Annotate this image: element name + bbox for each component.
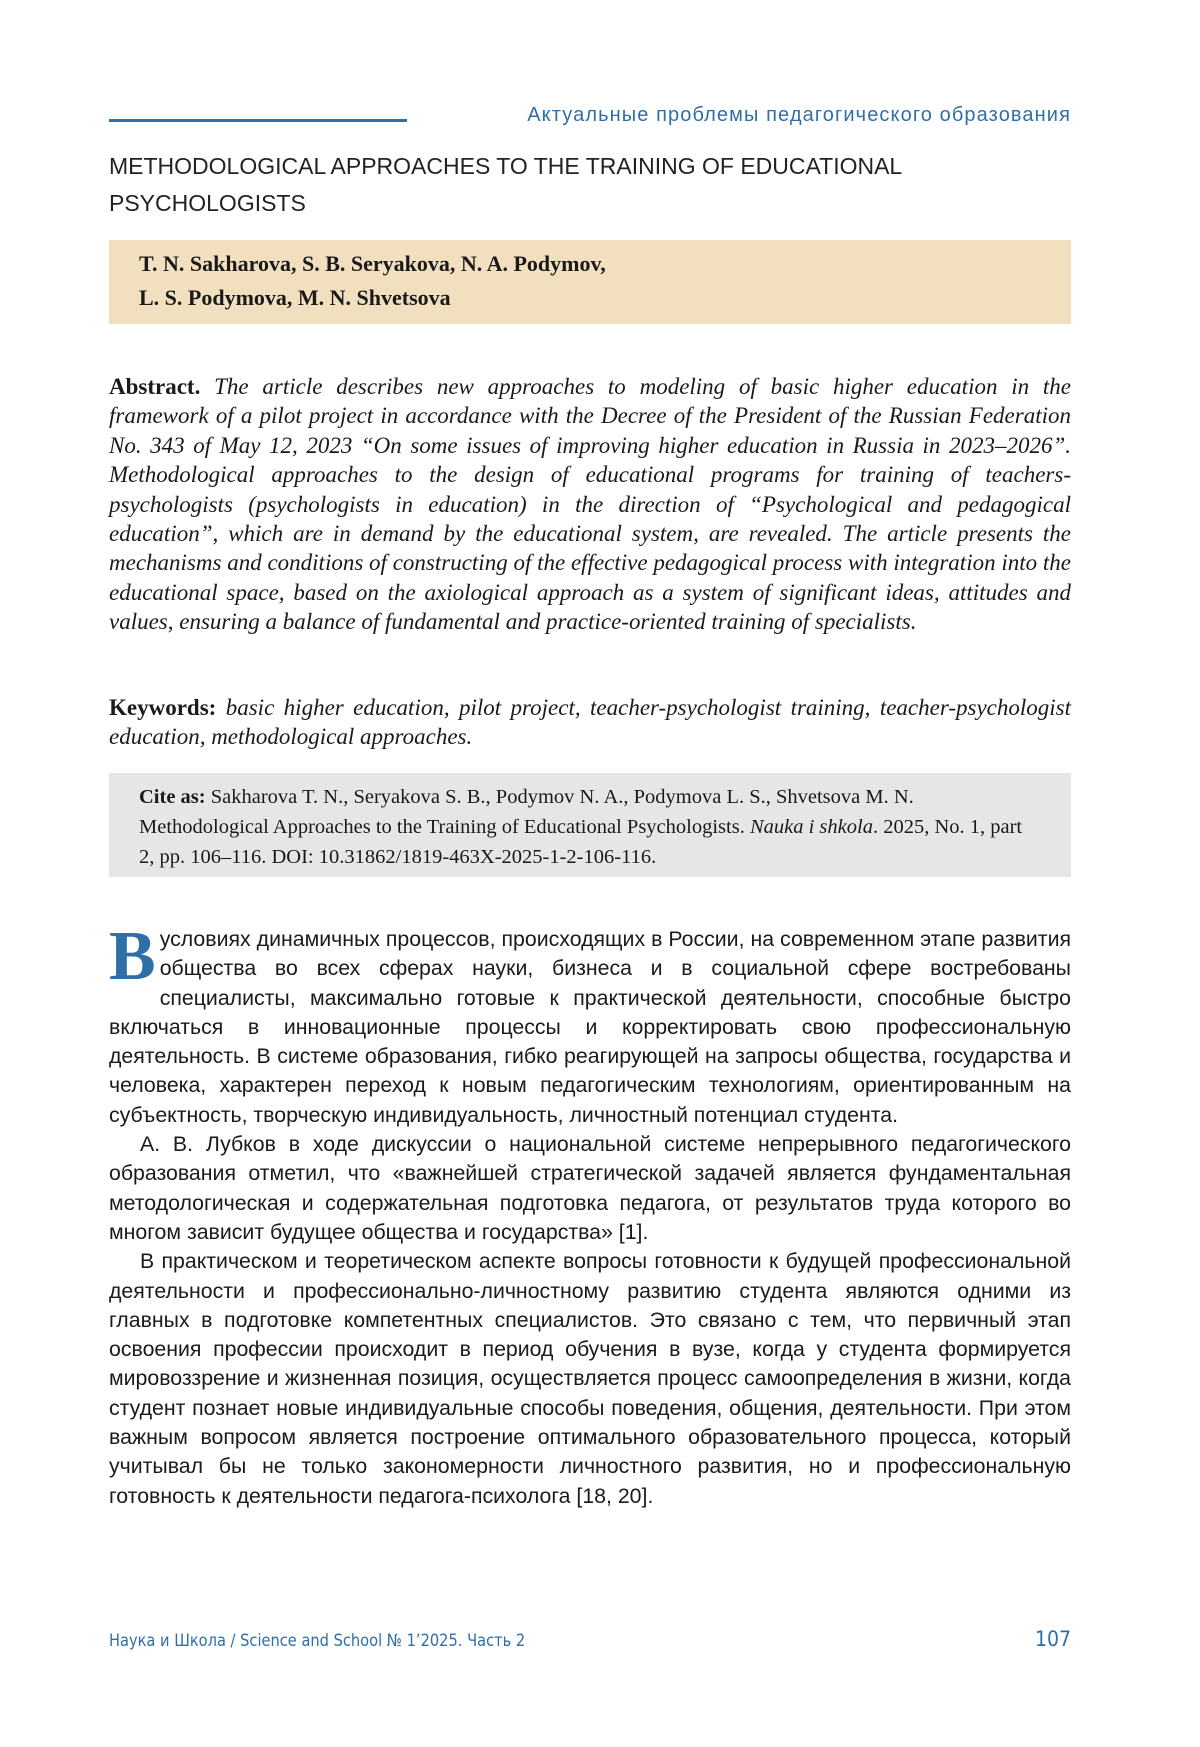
running-header	[109, 104, 1071, 130]
cite-text-part-1: Sakharova T. N., Seryakova S. B., Podymov N. A., Podymova L. S., Shvetsova M. N. Methodological Approaches to the Training of Educational Psychologists.	[139, 786, 914, 838]
body-paragraph-1	[109, 918, 1071, 1130]
page-footer	[109, 1627, 1071, 1657]
body-paragraph-2: А. В. Лубков в ходе дискуссии о национальной системе непрерывного педагогического образования отметил, что «важнейшей стратегической задачей является фундаментальная методологическая и содержательная подготовка педагога, от результатов труда которого во многом зависит будущее общества и государства» [1].	[109, 1132, 1071, 1244]
drop-cap: В	[109, 918, 156, 995]
page-number: 107	[1034, 1627, 1071, 1651]
article-title: METHODOLOGICAL APPROACHES TO THE TRAINING OF EDUCATIONAL PSYCHOLOGISTS	[109, 153, 902, 216]
body-text	[109, 918, 1071, 1511]
body-paragraph-3: В практическом и теоретическом аспекте вопросы готовности к будущей профессиональной деятельности и профессионально-личностному развитию студента являются одними из главных в подготовке компетентных специалистов. Это связано с тем, что первичный этап освоения профессии происходит в период обучения в вузе, когда у студента формируется мировоззрение и жизненная позиция, осуществляется процесс самоопределения в жизни, когда студент познает новые индивидуальные способы поведения, общения, деятельности. При этом важным вопросом является построение оптимального образовательного процесса, который учитывал бы не только закономерности личностного развития, но и профессиональную готовность к деятельности педагога-психолога [18, 20].	[109, 1249, 1071, 1508]
citation-box	[109, 773, 1071, 877]
abstract-text: The article describes new approaches to modeling of basic higher education in the framework of a pilot project in accordance with the Decree of the President of the Russian Federation No. 343 of May 12, 2023 “On some issues of improving higher education in Russia in 2023–2026”. Methodological approaches to the design of educational programs for training of teachers-psychologists (psychologists in education) in the direction of “Psychological and pedagogical education”, which are in demand by the educational system, are revealed. The article presents the mechanisms and conditions of constructing of the effective pedagogical process with integration into the educational space, based on the axiological approach as a system of significant ideas, attitudes and values, ensuring a balance of fundamental and practice-oriented training of specialists.	[109, 374, 1071, 635]
footer-journal: Наука и Школа / Science and School № 1’2025. Часть 2	[109, 1631, 526, 1651]
section-title: Актуальные проблемы педагогического образования	[527, 104, 1071, 126]
abstract-label: Abstract.	[109, 374, 201, 399]
keywords-text: basic higher education, pilot project, teacher-psychologist training, teacher-psychologist education, methodological approaches.	[109, 695, 1071, 750]
paragraph-1-text: условиях динамичных процессов, происходящих в России, на современном этапе развития общества во всех сферах науки, бизнеса и в социальной сфере востребованы специалисты, максимально готовые к практической деятельности, способные быстро включаться в инновационные процессы и корректировать свою профессиональную деятельность. В системе образования, гибко реагирующей на запросы общества, государства и человека, характерен переход к новым педагогическим технологиям, ориентированным на субъектность, творческую индивидуальность, личностный потенциал студента.	[109, 927, 1071, 1127]
keywords	[109, 693, 1071, 752]
keywords-label: Keywords:	[109, 695, 217, 720]
citation-text	[139, 782, 1041, 872]
cite-text-part-2: . 2025, No. 1, part 2, pp. 106–116. DOI: 10.31862/1819-463X-2025-1-2-106-116.	[139, 816, 1023, 868]
authors-line-1: T. N. Sakharova, S. B. Seryakova, N. A. Podymov,	[139, 251, 606, 276]
cite-label: Cite as:	[139, 786, 206, 808]
authors-line-2: L. S. Podymova, M. N. Shvetsova	[139, 285, 451, 310]
cite-journal: Nauka i shkola	[749, 816, 873, 838]
header-rule	[109, 119, 407, 122]
abstract	[109, 372, 1071, 637]
authors-box	[109, 240, 1071, 324]
